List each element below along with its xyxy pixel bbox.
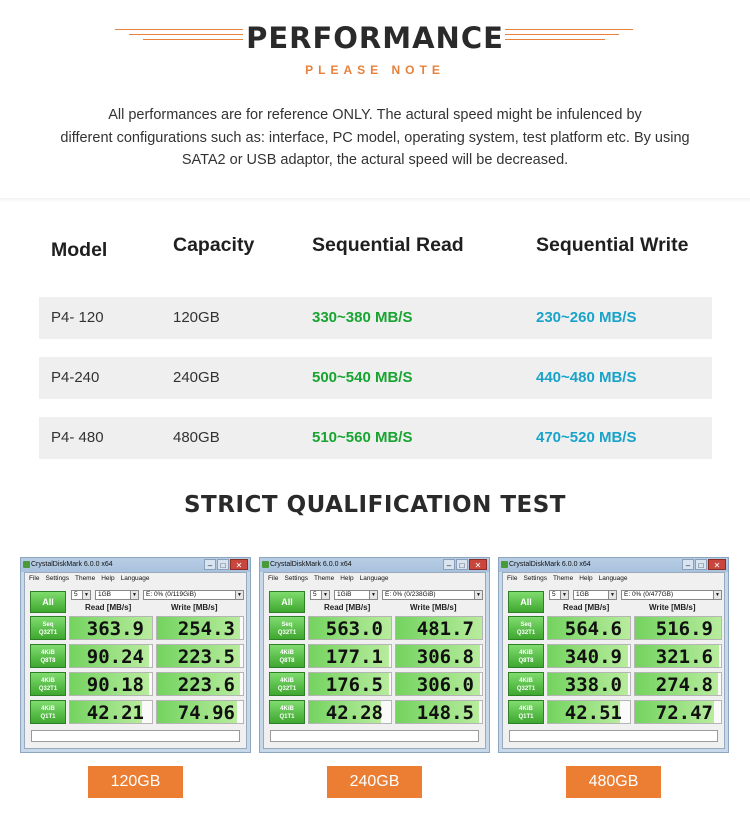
notice-line: SATA2 or USB adaptor, the actural speed will be decreased. [181, 152, 569, 168]
test-label-line: Q8T8 [40, 658, 56, 664]
test-label-line: Q1T1 [518, 714, 534, 720]
test-button-4kib-q8t8[interactable] [30, 644, 66, 668]
read-value: 42.51 [564, 702, 622, 724]
read-value: 90.18 [86, 674, 144, 696]
test-label-line: Seq [520, 622, 532, 628]
read-result [69, 616, 153, 640]
menu-language[interactable]: Language [359, 575, 389, 582]
test-button-4kib-q1t1[interactable] [269, 700, 305, 724]
size-select[interactable] [334, 590, 378, 600]
test-button-4kib-q1t1[interactable] [508, 700, 544, 724]
write-result [634, 700, 722, 724]
count-select[interactable] [310, 590, 330, 600]
close-icon[interactable]: ✕ [230, 559, 248, 570]
test-label-line: Q1T1 [40, 714, 56, 720]
chevron-down-icon: ▼ [713, 591, 721, 599]
maximize-icon[interactable]: □ [456, 559, 468, 570]
window-title: CrystalDiskMark 6.0.0 x64 [509, 561, 591, 568]
chevron-down-icon: ▼ [321, 591, 329, 599]
read-value: 340.9 [564, 646, 622, 668]
menu-settings[interactable]: Settings [45, 575, 69, 582]
page-subtitle: PLEASE NOTE [305, 63, 445, 77]
read-column-header: Read [MB/s] [563, 603, 610, 612]
minimize-icon[interactable]: – [443, 559, 455, 570]
test-label-line: 4KiB [519, 650, 533, 656]
write-value: 306.0 [416, 674, 474, 696]
read-result [308, 672, 392, 696]
test-label-line: Q32T1 [38, 686, 58, 692]
read-result [69, 644, 153, 668]
size-value: 1GB [98, 591, 112, 598]
read-result [547, 700, 631, 724]
window-titlebar[interactable] [260, 558, 489, 572]
test-label-line: Q32T1 [277, 686, 297, 692]
table-row [39, 417, 712, 459]
test-label-line: 4KiB [41, 706, 55, 712]
spec-table-header [0, 234, 750, 264]
menu-settings[interactable]: Settings [284, 575, 308, 582]
write-column-header: Write [MB/s] [649, 603, 696, 612]
close-icon[interactable]: ✕ [708, 559, 726, 570]
window-controls [442, 559, 487, 571]
test-button-4kib-q32t1[interactable] [269, 672, 305, 696]
write-result [634, 672, 722, 696]
cell-read: 510~560 MB/S [312, 429, 413, 446]
app-icon [23, 561, 30, 568]
window-client [24, 572, 247, 749]
test-label-line: 4KiB [280, 650, 294, 656]
write-result [156, 672, 244, 696]
count-value: 5 [552, 591, 556, 598]
drive-value: E: 0% (0/119GiB) [146, 591, 197, 598]
status-field[interactable] [509, 730, 718, 742]
test-button-seq-q32t1[interactable] [269, 616, 305, 640]
window-title: CrystalDiskMark 6.0.0 x64 [270, 561, 352, 568]
write-value: 223.6 [177, 674, 235, 696]
test-label-line: 4KiB [41, 650, 55, 656]
menu-bar [507, 575, 634, 582]
write-value: 481.7 [416, 618, 474, 640]
write-column-header: Write [MB/s] [410, 603, 457, 612]
read-column-header: Read [MB/s] [85, 603, 132, 612]
menu-language[interactable]: Language [120, 575, 150, 582]
test-button-seq-q32t1[interactable] [508, 616, 544, 640]
write-result [395, 672, 483, 696]
write-column-header: Write [MB/s] [171, 603, 218, 612]
menu-help[interactable]: Help [579, 575, 593, 582]
performance-header [0, 0, 750, 200]
test-button-4kib-q1t1[interactable] [30, 700, 66, 724]
app-icon [262, 561, 269, 568]
test-label-line: 4KiB [519, 678, 533, 684]
status-field[interactable] [31, 730, 240, 742]
column-header-read: Sequential Read [312, 234, 464, 256]
read-value: 564.6 [564, 618, 622, 640]
test-button-seq-q32t1[interactable] [30, 616, 66, 640]
read-result [547, 644, 631, 668]
count-value: 5 [74, 591, 78, 598]
read-value: 177.1 [325, 646, 383, 668]
test-button-4kib-q8t8[interactable] [269, 644, 305, 668]
size-value: 1GiB [337, 591, 352, 598]
write-result [156, 616, 244, 640]
test-label-line: Q32T1 [516, 686, 536, 692]
drive-value: E: 0% (0/477GB) [624, 591, 674, 598]
test-label-line: Seq [42, 622, 54, 628]
menu-bar [29, 575, 156, 582]
window-controls [203, 559, 248, 571]
window-controls [681, 559, 726, 571]
read-value: 363.9 [86, 618, 144, 640]
column-header-write: Sequential Write [536, 234, 689, 256]
size-select[interactable] [573, 590, 617, 600]
read-value: 42.28 [325, 702, 383, 724]
maximize-icon[interactable]: □ [217, 559, 229, 570]
test-label-line: Q32T1 [277, 630, 297, 636]
close-icon[interactable]: ✕ [469, 559, 487, 570]
cell-write: 440~480 MB/S [536, 369, 637, 386]
chevron-down-icon: ▼ [474, 591, 482, 599]
test-label-line: Q32T1 [516, 630, 536, 636]
notice-text [40, 104, 710, 172]
cell-model: P4- 480 [51, 429, 104, 446]
cell-read: 500~540 MB/S [312, 369, 413, 386]
window-title: CrystalDiskMark 6.0.0 x64 [31, 561, 113, 568]
all-button[interactable]: All [508, 591, 544, 613]
read-column-header: Read [MB/s] [324, 603, 371, 612]
page-title: PERFORMANCE [246, 21, 504, 55]
write-result [395, 616, 483, 640]
test-label-line: Q1T1 [279, 714, 295, 720]
all-button[interactable]: All [30, 591, 66, 613]
table-row [39, 357, 712, 399]
minimize-icon[interactable]: – [204, 559, 216, 570]
write-value: 223.5 [177, 646, 235, 668]
cell-model: P4-240 [51, 369, 100, 386]
menu-settings[interactable]: Settings [523, 575, 547, 582]
table-row [39, 297, 712, 339]
cell-write: 470~520 MB/S [536, 429, 637, 446]
capacity-tag-120gb: 120GB [88, 766, 183, 798]
column-header-model: Model [51, 239, 108, 261]
minimize-icon[interactable]: – [682, 559, 694, 570]
count-value: 5 [313, 591, 317, 598]
write-result [634, 616, 722, 640]
menu-theme[interactable]: Theme [313, 575, 335, 582]
column-header-capacity: Capacity [173, 234, 255, 256]
read-result [547, 672, 631, 696]
menu-file[interactable]: File [268, 575, 279, 582]
chevron-down-icon: ▼ [235, 591, 243, 599]
menu-bar [268, 575, 395, 582]
chevron-down-icon: ▼ [82, 591, 90, 599]
menu-theme[interactable]: Theme [552, 575, 574, 582]
read-value: 176.5 [325, 674, 383, 696]
capacity-tag-240gb: 240GB [327, 766, 422, 798]
menu-theme[interactable]: Theme [74, 575, 96, 582]
test-section-title: STRICT QUALIFICATION TEST [183, 492, 566, 518]
cell-capacity: 480GB [173, 429, 220, 446]
window-client [502, 572, 725, 749]
read-result [308, 616, 392, 640]
write-result [395, 644, 483, 668]
drive-value: E: 0% (0/238GiB) [385, 591, 436, 598]
test-label-line: 4KiB [519, 706, 533, 712]
chevron-down-icon: ▼ [608, 591, 616, 599]
window-titlebar[interactable] [499, 558, 728, 572]
app-icon [501, 561, 508, 568]
read-value: 42.21 [86, 702, 144, 724]
write-result [634, 644, 722, 668]
write-value: 254.3 [177, 618, 235, 640]
write-value: 72.47 [655, 702, 713, 724]
all-button[interactable]: All [269, 591, 305, 613]
write-value: 74.96 [177, 702, 235, 724]
menu-file[interactable]: File [507, 575, 518, 582]
maximize-icon[interactable]: □ [695, 559, 707, 570]
chevron-down-icon: ▼ [369, 591, 377, 599]
read-result [547, 616, 631, 640]
test-button-4kib-q8t8[interactable] [508, 644, 544, 668]
drive-select[interactable] [143, 590, 244, 600]
notice-line: different configurations such as: interface, PC model, operating system, test platform etc. By using [60, 129, 690, 146]
write-result [395, 700, 483, 724]
crystaldiskmark-window-120gb [20, 557, 251, 753]
cell-read: 330~380 MB/S [312, 309, 413, 326]
test-label-line: Seq [281, 622, 293, 628]
chevron-down-icon: ▼ [560, 591, 568, 599]
menu-help[interactable]: Help [101, 575, 115, 582]
menu-language[interactable]: Language [598, 575, 628, 582]
drive-select[interactable] [382, 590, 483, 600]
size-value: 1GB [576, 591, 590, 598]
capacity-tag-480gb: 480GB [566, 766, 661, 798]
cell-capacity: 240GB [173, 369, 220, 386]
menu-help[interactable]: Help [340, 575, 354, 582]
test-button-4kib-q32t1[interactable] [508, 672, 544, 696]
cell-capacity: 120GB [173, 309, 220, 326]
read-result [308, 644, 392, 668]
cell-model: P4- 120 [51, 309, 104, 326]
write-value: 274.8 [655, 674, 713, 696]
write-value: 148.5 [416, 702, 474, 724]
test-label-line: Q8T8 [518, 658, 534, 664]
read-value: 338.0 [564, 674, 622, 696]
drive-select[interactable] [621, 590, 722, 600]
test-label-line: 4KiB [41, 678, 55, 684]
chevron-down-icon: ▼ [130, 591, 138, 599]
read-result [69, 700, 153, 724]
count-select[interactable] [71, 590, 91, 600]
size-select[interactable] [95, 590, 139, 600]
count-select[interactable] [549, 590, 569, 600]
test-button-4kib-q32t1[interactable] [30, 672, 66, 696]
write-result [156, 644, 244, 668]
read-result [308, 700, 392, 724]
window-client [263, 572, 486, 749]
read-result [69, 672, 153, 696]
cell-write: 230~260 MB/S [536, 309, 637, 326]
write-result [156, 700, 244, 724]
section-divider [0, 198, 750, 202]
test-label-line: Q32T1 [38, 630, 58, 636]
write-value: 321.6 [655, 646, 713, 668]
write-value: 516.9 [655, 618, 713, 640]
test-label-line: 4KiB [280, 678, 294, 684]
crystaldiskmark-window-240gb [259, 557, 490, 753]
crystaldiskmark-window-480gb [498, 557, 729, 753]
status-field[interactable] [270, 730, 479, 742]
read-value: 563.0 [325, 618, 383, 640]
write-value: 306.8 [416, 646, 474, 668]
read-value: 90.24 [86, 646, 144, 668]
menu-file[interactable]: File [29, 575, 40, 582]
window-titlebar[interactable] [21, 558, 250, 572]
test-label-line: Q8T8 [279, 658, 295, 664]
notice-line: All performances are for reference ONLY. The actural speed might be infulenced by [108, 107, 642, 123]
test-label-line: 4KiB [280, 706, 294, 712]
